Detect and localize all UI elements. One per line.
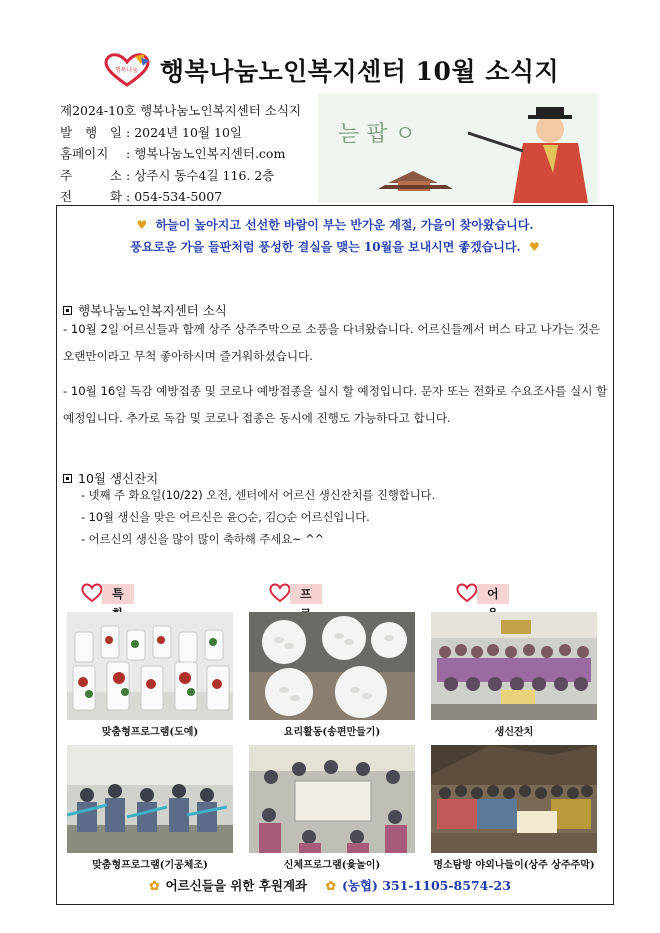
info-key: 발 행 일 — [60, 124, 122, 140]
photo-caption: 생신잔치 — [494, 727, 534, 738]
info-row-date: 발 행 일 : 2024년 10월 10일 — [60, 122, 301, 144]
photo-songpyeon — [249, 612, 415, 720]
info-value: 054-534-5007 — [134, 189, 223, 204]
photo-qigong — [67, 745, 233, 853]
program-header-label: 특 — [102, 584, 134, 604]
issue-number: 제2024-10호 행복나눔노인복지센터 소식지 — [60, 103, 302, 118]
info-row-phone: 전 화 : 054-534-5007 — [60, 186, 301, 208]
greeting-line-2: 풍요로운 가을 들판처럼 풍성한 결실을 맺는 10월을 보내시면 좋겠습니다. — [130, 240, 521, 254]
photo-caption: 신체프로그램(윷놀이) — [283, 860, 381, 871]
news-paragraph-1: - 10월 2일 어르신들과 함께 상주 상주주막으로 소풍을 다녀왔습니다. 어르신들께서 버스 타고 나가는 것은 오랜만이라고 무척 좋아하시며 즐거워하셨습니다. — [63, 322, 601, 363]
heart-icon: ♥ — [529, 240, 540, 254]
banner-text: 늗 팝 ㅇ — [338, 122, 416, 147]
program-header-label: 프 — [290, 584, 322, 604]
donation-label: 어르신들을 위한 후원계좌 — [165, 878, 308, 893]
square-bullet-icon — [63, 474, 72, 483]
heart-logo-icon — [455, 583, 479, 603]
heart-logo-icon — [101, 52, 153, 88]
heart-logo-icon — [268, 583, 292, 603]
list-item: - 10월 생신을 맞은 어르신은 윤○순, 김○순 어르신입니다. — [81, 511, 370, 524]
page-title: 행복나눔노인복지센터 10월 소식지 — [159, 57, 560, 86]
scholar-illustration — [318, 93, 598, 203]
greeting-line-1: 하늘이 높아지고 선선한 바람이 부는 반가운 계절, 가을이 찾아왔습니다. — [155, 218, 534, 232]
heart-icon: ♥ — [136, 218, 148, 232]
news-paragraph-2: - 10월 16일 독감 예방접종 및 코로나 예방접종을 실시 할 예정입니다. 문자 또는 전화로 수요조사를 실시 할 예정입니다. 추가로 독감 및 코로나 접종은 동시에 진행도 가능하다고 합니다. — [63, 384, 608, 425]
photo-caption: 요리활동(송편만들기) — [283, 727, 381, 738]
photo-outing — [431, 745, 597, 853]
birthday-list — [81, 485, 435, 551]
hangul-day-banner — [318, 93, 598, 203]
list-item: - 넷째 주 화요일(10/22) 오전, 센터에서 어르신 생신잔치를 진행합니다. — [81, 489, 436, 502]
photo-birthday-party — [431, 612, 597, 720]
news-title-text: 행복나눔노인복지센터 소식 — [78, 303, 227, 318]
info-row-address: 주 소 : 상주시 동수4길 116. 2층 — [60, 165, 301, 187]
program-header-label: 어 — [477, 584, 509, 604]
photo-pottery — [67, 612, 233, 720]
photo-caption: 명소탐방 야외나들이(상주 상주주막) — [433, 860, 595, 871]
info-value: 2024년 10월 10일 — [134, 124, 242, 140]
info-key: 홈페이지 — [60, 146, 109, 161]
greeting — [57, 214, 613, 258]
donation-footer — [0, 876, 660, 894]
newsletter-title-row — [0, 52, 660, 88]
info-value: 상주시 동수4길 116. 2층 — [134, 167, 275, 183]
flower-icon: ✿ — [149, 878, 160, 893]
birthday-title-text: 10월 생신잔치 — [78, 471, 159, 486]
photo-caption: 맞춤형프로그램(도예) — [101, 727, 199, 738]
homepage-link[interactable]: 행복나눔노인복지센터.com — [134, 146, 286, 161]
photo-caption: 맞춤형프로그램(기공체조) — [92, 860, 208, 871]
flower-icon: ✿ — [325, 878, 336, 893]
logo-text: 행복나눔 — [114, 67, 138, 74]
newsletter-info — [60, 100, 301, 208]
donation-account: (농협) 351-1105-8574-23 — [341, 878, 511, 893]
info-key: 전 화 — [60, 189, 122, 204]
square-bullet-icon — [63, 306, 72, 315]
info-key: 주 소 — [60, 167, 122, 183]
list-item: - 어르신의 생신을 많이 많이 축하해 주세요~ ^^ — [81, 533, 325, 546]
heart-logo-icon — [80, 583, 104, 603]
info-row-homepage: 홈페이지 : 행복나눔노인복지센터.com — [60, 143, 301, 165]
photo-yutnori — [249, 745, 415, 853]
